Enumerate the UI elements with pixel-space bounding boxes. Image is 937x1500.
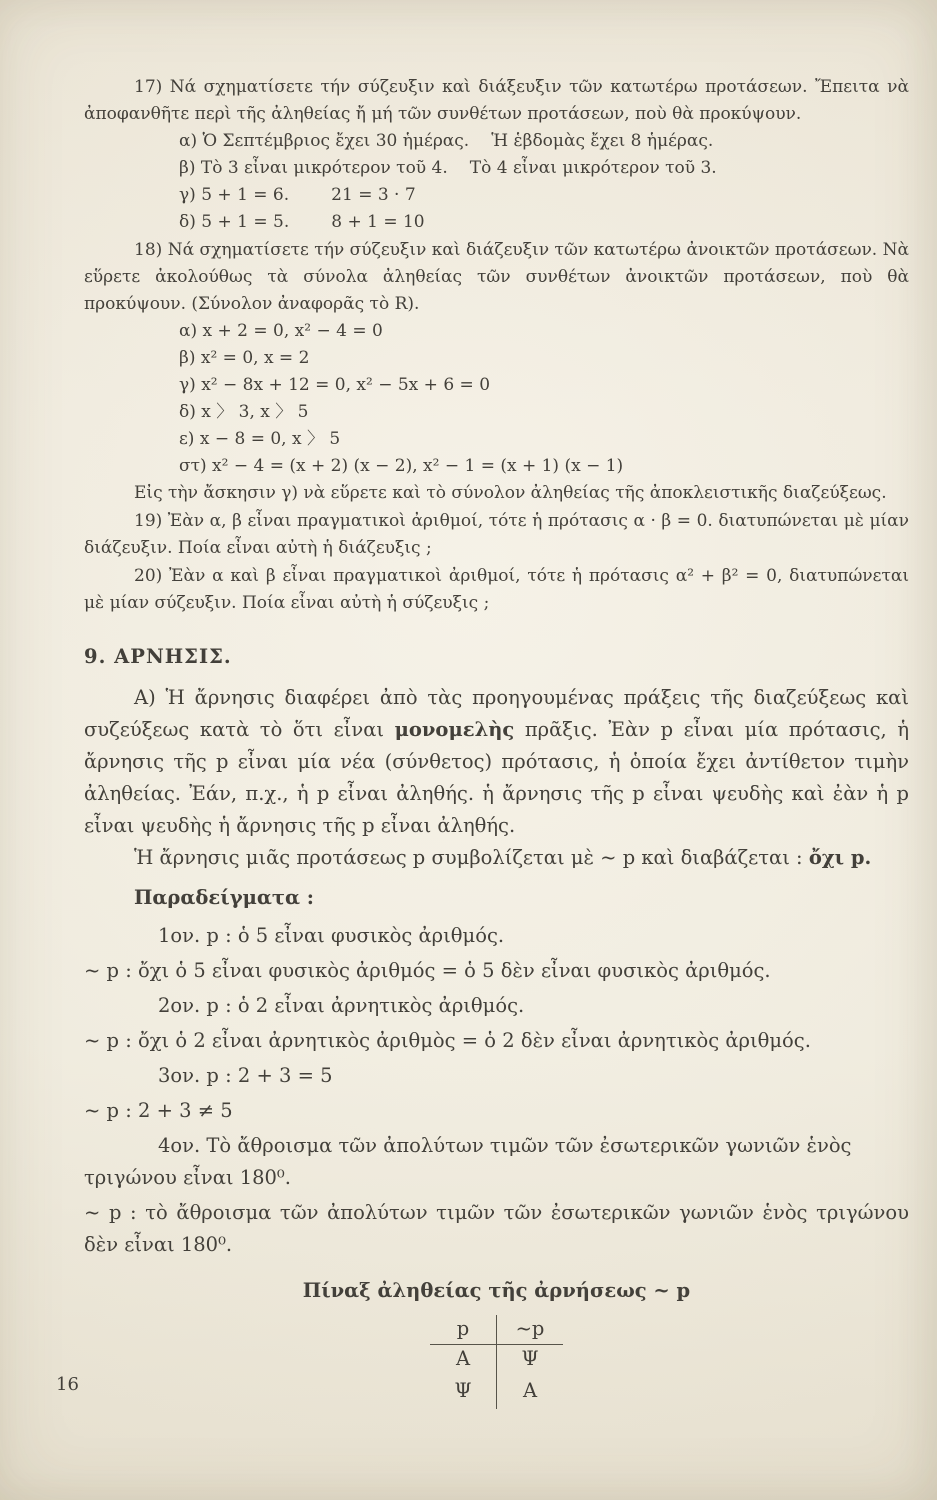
exercise-17-item-c — [179, 182, 909, 209]
example-statement: 1ον. p : ὁ 5 εἶναι φυσικὸς ἀριθμός. — [158, 924, 505, 947]
truth-table-header-not-p: ~p — [497, 1315, 564, 1345]
example-negation: ~ p : 2 + 3 ≠ 5 — [84, 1099, 233, 1122]
example-statement: 4ον. Τὸ ἄθροισμα τῶν ἀπολύτων τιμῶν τῶν ἐσωτερικῶν γωνιῶν ἑνὸς τριγώνου εἶναι 180⁰. — [84, 1134, 852, 1189]
exercise-17-item-a — [179, 128, 909, 155]
examples-heading: Παραδείγματα : — [134, 886, 314, 909]
exercise-18-lead: 18) Νά σχηματίσετε τήν σύζευξιν καὶ διάζευξιν τῶν κατωτέρω ἀνοικτῶν προτάσεων. Νὰ εὕρετε ἀκολούθως τὰ σύνολα ἀληθείας τῶν συνθέτων ἀνοικτῶν προτάσεων, ποὺ θὰ προκύψουν. (Σύνολον ἀναφορᾶς τὸ R). — [84, 240, 909, 314]
exercise-18-item-d: δ) x 〉 3, x 〉 5 — [179, 402, 309, 422]
example-negation: ~ p : τὸ ἄθροισμα τῶν ἀπολύτων τιμῶν τῶν ἐσωτερικῶν γωνιῶν ἑνὸς τριγώνου δὲν εἶναι 180⁰. — [84, 1201, 909, 1256]
truth-table-cell: Α — [430, 1345, 497, 1378]
truth-table-caption: Πίναξ ἀληθείας τῆς ἀρνήσεως ~ p — [302, 1279, 691, 1302]
example-2 — [84, 990, 909, 1057]
exercise-18-item-b: β) x² = 0, x = 2 — [179, 348, 310, 368]
truth-table-cell: Ψ — [521, 1347, 539, 1370]
example-negation: ~ p : ὄχι ὁ 2 εἶναι ἀρνητικὸς ἀριθμὸς = ὁ 2 δὲν εἶναι ἀρνητικὸς ἀριθμός. — [84, 1029, 811, 1052]
item-text-left: α) Ὁ Σεπτέμβριος ἔχει 30 ἡμέρας. — [179, 131, 470, 151]
exercise-18-item-c: γ) x² − 8x + 12 = 0, x² − 5x + 6 = 0 — [179, 375, 491, 395]
example-4 — [84, 1130, 909, 1261]
paragraph-text: Ἡ ἄρνησις μιᾶς προτάσεως p συμβολίζεται μὲ ~ p καὶ διαβάζεται : — [134, 846, 809, 869]
item-text-left: γ) 5 + 1 = 6. — [179, 185, 290, 205]
item-text-right: 21 = 3 · 7 — [331, 185, 416, 205]
exercise-17-lead: 17) Νά σχηματίσετε τήν σύζευξιν καὶ διάξευξιν τῶν κατωτέρω προτάσεων. Ἔπειτα νὰ ἀποφανθῆτε περὶ τῆς ἀληθείας ἤ μή τῶν συνθέτων προτάσεων, ποὺ θὰ προκύψουν. — [84, 77, 909, 124]
truth-table-row — [430, 1345, 563, 1378]
negation-definition-paragraph — [84, 682, 909, 842]
exercise-17-item-b — [179, 155, 909, 182]
exercises-block — [84, 74, 909, 617]
section-9-heading: 9. ΑΡΝΗΣΙΣ. — [84, 645, 232, 668]
truth-table-cell: Α — [522, 1379, 538, 1402]
example-3 — [84, 1060, 909, 1127]
paragraph-text: πρᾶξις. Ἐὰν p εἶναι μία πρότασις, ἡ ἄρνησις τῆς p εἶναι μία νέα (σύνθετος) πρότασις, ἡ ὁποία ἔχει ἀντίθετον τιμὴν ἀληθείας. Ἐάν, π.χ., ἡ p εἶναι ἀληθής. ἡ ἄρνησις τῆς p εἶναι ψευδὴς καὶ ἐὰν ἡ p εἶναι ψευδὴς ἡ ἄρνησις τῆς p εἶναι ἀληθής. — [84, 718, 909, 837]
example-statement: 2ον. p : ὁ 2 εἶναι ἀρνητικὸς ἀριθμός. — [158, 994, 525, 1017]
item-text-right: Τὸ 4 εἶναι μικρότερον τοῦ 3. — [469, 158, 717, 178]
example-negation: ~ p : ὄχι ὁ 5 εἶναι φυσικὸς ἀριθμός = ὁ 5 δὲν εἶναι φυσικὸς ἀριθμός. — [84, 959, 771, 982]
exercise-18-item-e: ε) x − 8 = 0, x 〉 5 — [179, 429, 341, 449]
item-text-right: Ἡ ἑβδομὰς ἔχει 8 ἡμέρας. — [491, 131, 714, 151]
exercise-18-item-a: α) x + 2 = 0, x² − 4 = 0 — [179, 321, 383, 341]
page-number: 16 — [56, 1374, 79, 1395]
exercise-18-note: Εἰς τὴν ἄσκησιν γ) νὰ εὕρετε καὶ τὸ σύνολον ἀληθείας τῆς ἀποκλειστικῆς διαζεύξεως. — [134, 483, 887, 503]
example-1 — [84, 920, 909, 987]
exercise-18-items — [179, 318, 909, 480]
item-text-right: 8 + 1 = 10 — [331, 212, 425, 232]
exercise-17-items — [179, 128, 909, 236]
truth-table-row — [430, 1377, 563, 1409]
exercise-20: 20) Ἐὰν α καὶ β εἶναι πραγματικοὶ ἀριθμοί, τότε ἡ πρότασις α² + β² = 0, διατυπώνεται μὲ μίαν σύζευξιν. Ποία εἶναι αὐτὴ ἡ σύζευξις ; — [84, 566, 909, 613]
bold-term-monomelis: μονομελὴς — [394, 718, 515, 741]
negation-notation-paragraph — [84, 842, 909, 874]
exercise-18-item-st: στ) x² − 4 = (x + 2) (x − 2), x² − 1 = (x + 1) (x − 1) — [179, 456, 624, 476]
bold-term-ochi-p: ὄχι p. — [808, 846, 872, 869]
truth-table-header-p: p — [430, 1315, 497, 1345]
exercise-17-item-d — [179, 209, 909, 236]
section-negation — [84, 645, 909, 1409]
truth-table — [430, 1315, 563, 1409]
truth-table-header-row — [430, 1315, 563, 1345]
item-text-left: β) Τὸ 3 εἶναι μικρότερον τοῦ 4. — [179, 158, 448, 178]
exercise-19: 19) Ἐὰν α, β εἶναι πραγματικοὶ ἀριθμοί, τότε ἡ πρότασις α · β = 0. διατυπώνεται μὲ μίαν διάζευξιν. Ποία εἶναι αὐτὴ ἡ διάζευξις ; — [84, 511, 909, 558]
example-statement: 3ον. p : 2 + 3 = 5 — [158, 1064, 333, 1087]
paragraph-text: Α) Ἡ ἄρνησις διαφέρει ἀπὸ τὰς προηγουμένας πράξεις τῆς διαζεύξεως καὶ συζεύξεως κατὰ τὸ ὅτι εἶναι — [84, 686, 909, 741]
truth-table-cell: Ψ — [430, 1377, 497, 1409]
item-text-left: δ) 5 + 1 = 5. — [179, 212, 290, 232]
